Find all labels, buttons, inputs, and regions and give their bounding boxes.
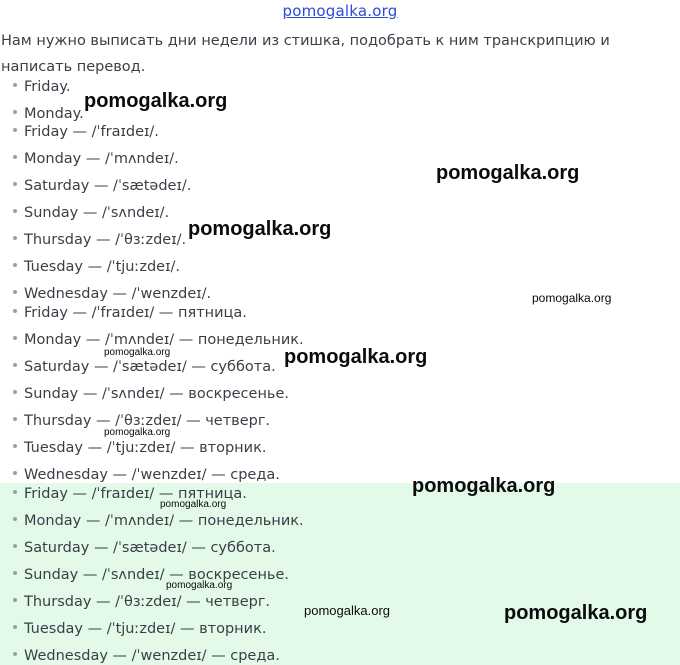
bullet-icon <box>13 263 17 267</box>
bullet-icon <box>13 309 17 313</box>
list-item-transcription <box>13 284 211 304</box>
list-item-text: Sunday — /ˈsʌndeɪ/ — воскресенье. <box>24 386 290 402</box>
list-item-translation <box>13 384 289 404</box>
bullet-icon <box>13 155 17 159</box>
list-item-text: Friday — /ˈfraɪdeɪ/. <box>24 124 159 140</box>
watermark: pomogalka.org <box>166 580 233 591</box>
list-item-transcription <box>13 203 169 223</box>
list-item-answer <box>13 592 270 612</box>
list-item-text: Monday — /ˈmʌndeɪ/ — понедельник. <box>24 513 304 529</box>
bullet-icon <box>13 128 17 132</box>
bullet-icon <box>13 209 17 213</box>
list-item-answer <box>13 511 304 531</box>
bullet-icon <box>13 444 17 448</box>
list-item-text: Tuesday — /ˈtjuːzdeɪ/ — вторник. <box>24 440 267 456</box>
list-item-transcription <box>13 176 191 196</box>
list-item-text: Monday. <box>24 106 84 122</box>
list-item-text: Friday. <box>24 79 71 95</box>
list-item-answer <box>13 619 266 639</box>
list-item-text: Thursday — /ˈθɜːzdeɪ/ — четверг. <box>24 594 271 610</box>
list-item-text: Friday — /ˈfraɪdeɪ/ — пятница. <box>24 486 247 502</box>
watermark: pomogalka.org <box>104 347 171 358</box>
watermark: pomogalka.org <box>304 603 390 618</box>
bullet-icon <box>13 544 17 548</box>
list-item-translation <box>13 303 247 323</box>
bullet-icon <box>13 571 17 575</box>
site-logo-link[interactable]: pomogalka.org <box>282 2 398 20</box>
watermark: pomogalka.org <box>436 162 580 184</box>
bullet-icon <box>13 652 17 656</box>
list-item-text: Wednesday — /ˈwenzdeɪ/ — среда. <box>24 648 280 664</box>
list-item-text: Monday — /ˈmʌndeɪ/. <box>24 151 179 167</box>
list-item-text: Monday — /ˈmʌndeɪ/ — понедельник. <box>24 332 304 348</box>
bullet-icon <box>13 83 17 87</box>
bullet-icon <box>13 417 17 421</box>
bullet-icon <box>13 236 17 240</box>
watermark: pomogalka.org <box>160 499 227 510</box>
list-item-translation <box>13 438 266 458</box>
list-item-text: Wednesday — /ˈwenzdeɪ/ — среда. <box>24 467 280 483</box>
list-item-translation <box>13 465 280 485</box>
watermark: pomogalka.org <box>412 475 556 497</box>
watermark: pomogalka.org <box>84 90 228 112</box>
list-item-text: Sunday — /ˈsʌndeɪ/ — воскресенье. <box>24 567 290 583</box>
list-item-answer <box>13 646 280 665</box>
list-item-text: Saturday — /ˈsætədeɪ/ — суббота. <box>24 359 276 375</box>
bullet-icon <box>13 110 17 114</box>
watermark: pomogalka.org <box>188 218 332 240</box>
list-item-text: Thursday — /ˈθɜːzdeɪ/ — четверг. <box>24 413 271 429</box>
bullet-icon <box>13 182 17 186</box>
list-item-text: Tuesday — /ˈtjuːzdeɪ/. <box>24 259 180 275</box>
list-item-text: Saturday — /ˈsætədeɪ/. <box>24 178 192 194</box>
list-item-answer <box>13 538 276 558</box>
bullet-icon <box>13 471 17 475</box>
watermark: pomogalka.org <box>284 346 428 368</box>
bullet-icon <box>13 390 17 394</box>
bullet-icon <box>13 290 17 294</box>
list-item-text: Thursday — /ˈθɜːzdeɪ/. <box>24 232 187 248</box>
bullet-icon <box>13 336 17 340</box>
bullet-icon <box>13 625 17 629</box>
list-item-translation <box>13 357 276 377</box>
list-item-transcription <box>13 122 159 142</box>
list-item-text: Wednesday — /ˈwenzdeɪ/. <box>24 286 212 302</box>
list-item-answer <box>13 565 289 585</box>
intro-paragraph: Нам нужно выписать дни недели из стишка, подобрать к ним транскрипцию и написать перевод. <box>1 33 610 75</box>
watermark: pomogalka.org <box>104 427 171 438</box>
bullet-icon <box>13 598 17 602</box>
list-item-text: Friday — /ˈfraɪdeɪ/ — пятница. <box>24 305 247 321</box>
list-item-text: Tuesday — /ˈtjuːzdeɪ/ — вторник. <box>24 621 267 637</box>
bullet-icon <box>13 517 17 521</box>
watermark: pomogalka.org <box>532 291 612 305</box>
bullet-icon <box>13 490 17 494</box>
list-item-transcription <box>13 230 186 250</box>
watermark: pomogalka.org <box>504 602 648 624</box>
list-item-text: Sunday — /ˈsʌndeɪ/. <box>24 205 170 221</box>
bullet-icon <box>13 363 17 367</box>
list-item-transcription <box>13 149 179 169</box>
list-item-day <box>13 104 84 124</box>
list-item-transcription <box>13 257 180 277</box>
list-item-day <box>13 77 71 97</box>
list-item-text: Saturday — /ˈsætədeɪ/ — суббота. <box>24 540 276 556</box>
